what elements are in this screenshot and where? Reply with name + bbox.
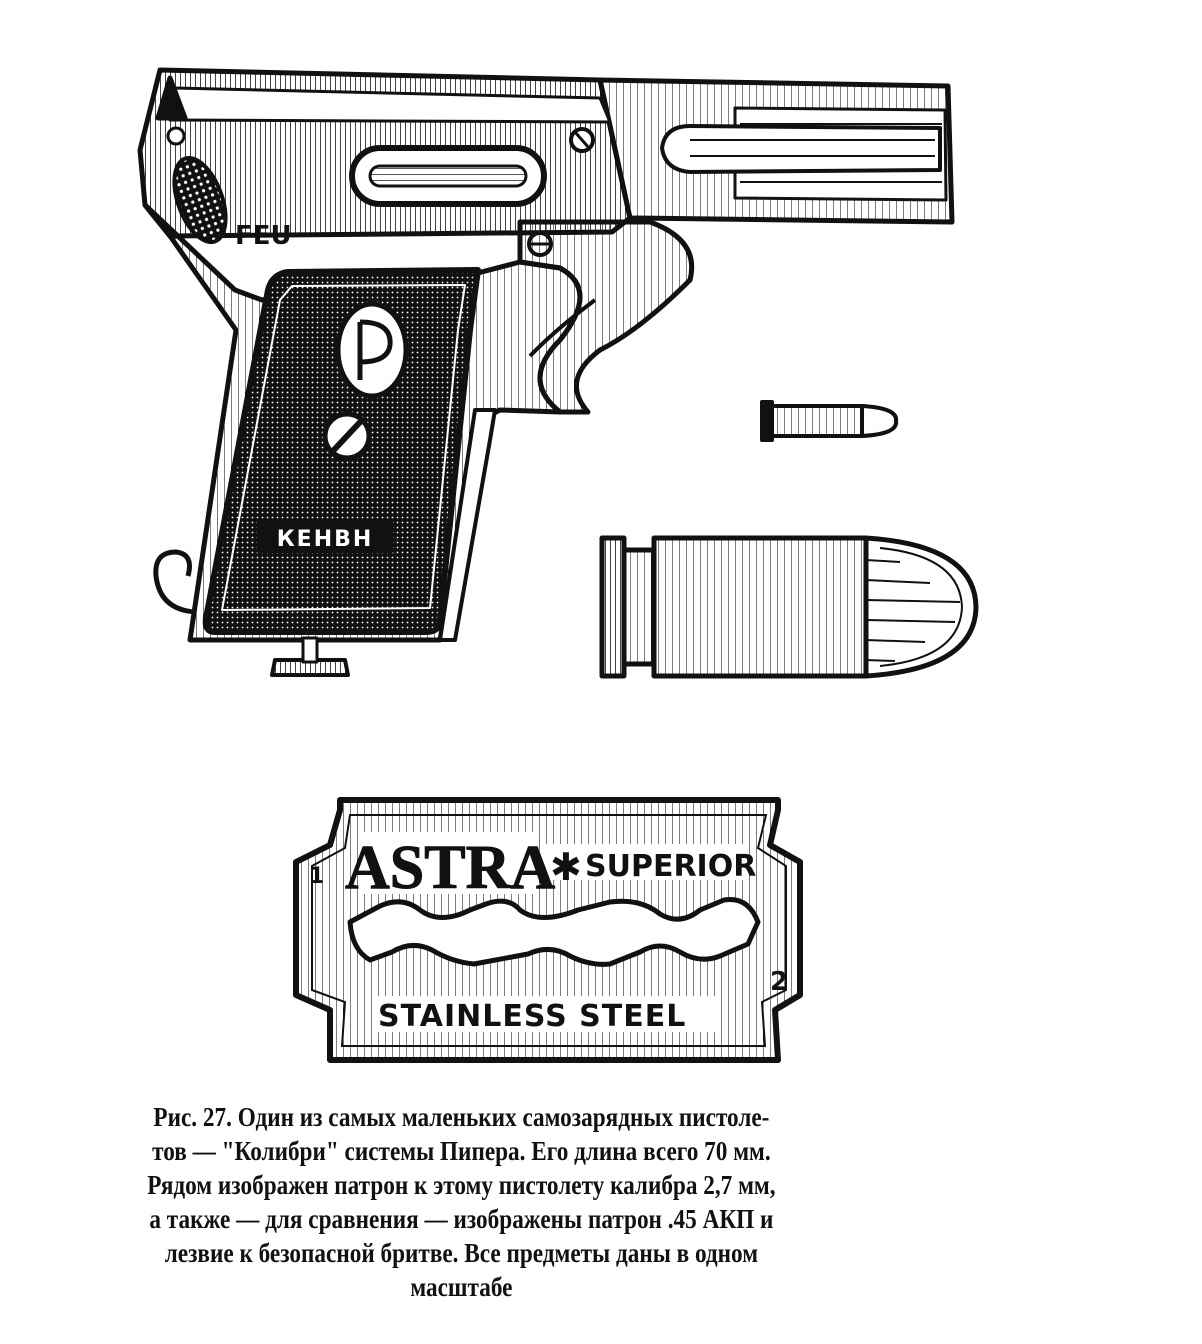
figure-caption	[40, 1100, 883, 1304]
razor-edge-mark-right: 2	[770, 967, 789, 997]
caption-line: а также — для сравнения — изображены патрон .45 АКП и	[149, 1204, 774, 1234]
razor-edge-mark-left: 1	[309, 864, 325, 889]
razor-stainless-label: STAINLESS STEEL	[378, 999, 687, 1034]
caption-line: Рядом изображен патрон к этому пистолету калибра 2,7 мм,	[147, 1170, 776, 1200]
caption-line: лезвие к безопасной бритве. Все предметы даны в одном	[164, 1238, 759, 1268]
cartridge-45-acp	[602, 538, 976, 676]
grip-plate-text: КЕНВН	[276, 527, 374, 552]
caption-line: масштабе	[410, 1272, 513, 1302]
cartridge-2-7mm	[762, 402, 896, 440]
frame-stamp: FEU	[235, 221, 292, 251]
caption-line: Рис. 27. Один из самых маленьких самозарядных пистоле-	[153, 1102, 770, 1132]
razor-star-separator: ✱	[550, 845, 582, 889]
razor-brand: ASTRA	[345, 834, 556, 902]
razor-superior-label: SUPERIOR	[585, 849, 757, 884]
caption-line: тов — "Колибри" системы Пипера. Его длина всего 70 мм.	[152, 1136, 771, 1166]
